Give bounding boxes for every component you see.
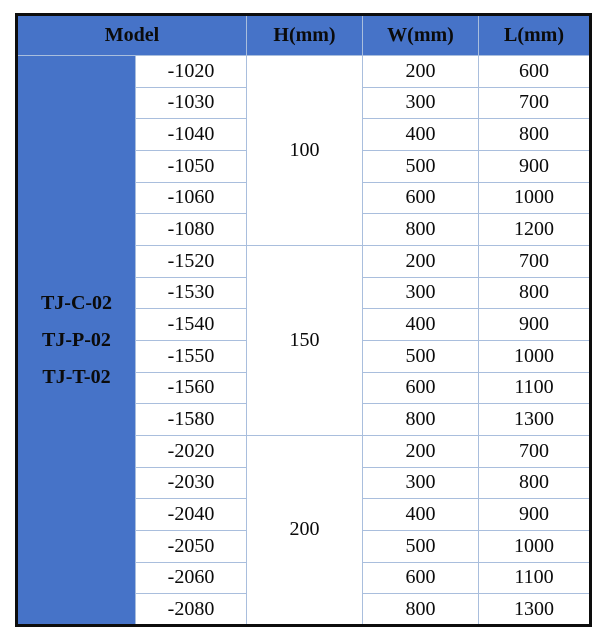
- model-code-cell: -2030: [136, 467, 247, 499]
- model-code-cell: -1080: [136, 214, 247, 246]
- model-code-cell: -1580: [136, 404, 247, 436]
- model-code-cell: -2020: [136, 435, 247, 467]
- length-cell: 1200: [479, 214, 591, 246]
- length-cell: 800: [479, 119, 591, 151]
- header-model: Model: [17, 15, 247, 56]
- length-cell: 1300: [479, 594, 591, 626]
- width-cell: 500: [363, 150, 479, 182]
- width-cell: 300: [363, 467, 479, 499]
- model-code-cell: -2080: [136, 594, 247, 626]
- length-cell: 900: [479, 150, 591, 182]
- model-code-cell: -2040: [136, 499, 247, 531]
- model-series-label: TJ-T-02: [42, 365, 111, 388]
- length-cell: 1000: [479, 182, 591, 214]
- model-code-cell: -1030: [136, 87, 247, 119]
- header-width: W(mm): [363, 15, 479, 56]
- length-cell: 1300: [479, 404, 591, 436]
- length-cell: 1100: [479, 562, 591, 594]
- width-cell: 800: [363, 214, 479, 246]
- width-cell: 800: [363, 404, 479, 436]
- model-series-label: TJ-P-02: [42, 328, 111, 351]
- model-code-cell: -1050: [136, 150, 247, 182]
- height-cell: 100: [247, 56, 363, 246]
- header-height: H(mm): [247, 15, 363, 56]
- length-cell: 800: [479, 467, 591, 499]
- model-code-cell: -1530: [136, 277, 247, 309]
- model-code-cell: -1060: [136, 182, 247, 214]
- header-length: L(mm): [479, 15, 591, 56]
- width-cell: 200: [363, 56, 479, 88]
- width-cell: 200: [363, 435, 479, 467]
- product-spec-table: [15, 13, 592, 627]
- width-cell: 500: [363, 340, 479, 372]
- length-cell: 700: [479, 87, 591, 119]
- width-cell: 800: [363, 594, 479, 626]
- length-cell: 900: [479, 309, 591, 341]
- length-cell: 700: [479, 435, 591, 467]
- length-cell: 1000: [479, 530, 591, 562]
- width-cell: 400: [363, 309, 479, 341]
- width-cell: 600: [363, 372, 479, 404]
- width-cell: 500: [363, 530, 479, 562]
- model-code-cell: -1560: [136, 372, 247, 404]
- model-code-cell: -1040: [136, 119, 247, 151]
- width-cell: 400: [363, 119, 479, 151]
- width-cell: 300: [363, 87, 479, 119]
- height-cell: 200: [247, 435, 363, 625]
- model-series-cell: [17, 56, 136, 626]
- width-cell: 200: [363, 245, 479, 277]
- length-cell: 700: [479, 245, 591, 277]
- model-code-cell: -1540: [136, 309, 247, 341]
- width-cell: 400: [363, 499, 479, 531]
- model-code-cell: -1550: [136, 340, 247, 372]
- model-series-label: TJ-C-02: [40, 291, 113, 314]
- model-code-cell: -2060: [136, 562, 247, 594]
- model-code-cell: -1020: [136, 56, 247, 88]
- length-cell: 800: [479, 277, 591, 309]
- width-cell: 600: [363, 182, 479, 214]
- width-cell: 300: [363, 277, 479, 309]
- length-cell: 1100: [479, 372, 591, 404]
- length-cell: 900: [479, 499, 591, 531]
- table-header-row: [17, 15, 591, 56]
- model-code-cell: -2050: [136, 530, 247, 562]
- model-code-cell: -1520: [136, 245, 247, 277]
- table-row: [17, 56, 591, 88]
- width-cell: 600: [363, 562, 479, 594]
- length-cell: 600: [479, 56, 591, 88]
- length-cell: 1000: [479, 340, 591, 372]
- height-cell: 150: [247, 245, 363, 435]
